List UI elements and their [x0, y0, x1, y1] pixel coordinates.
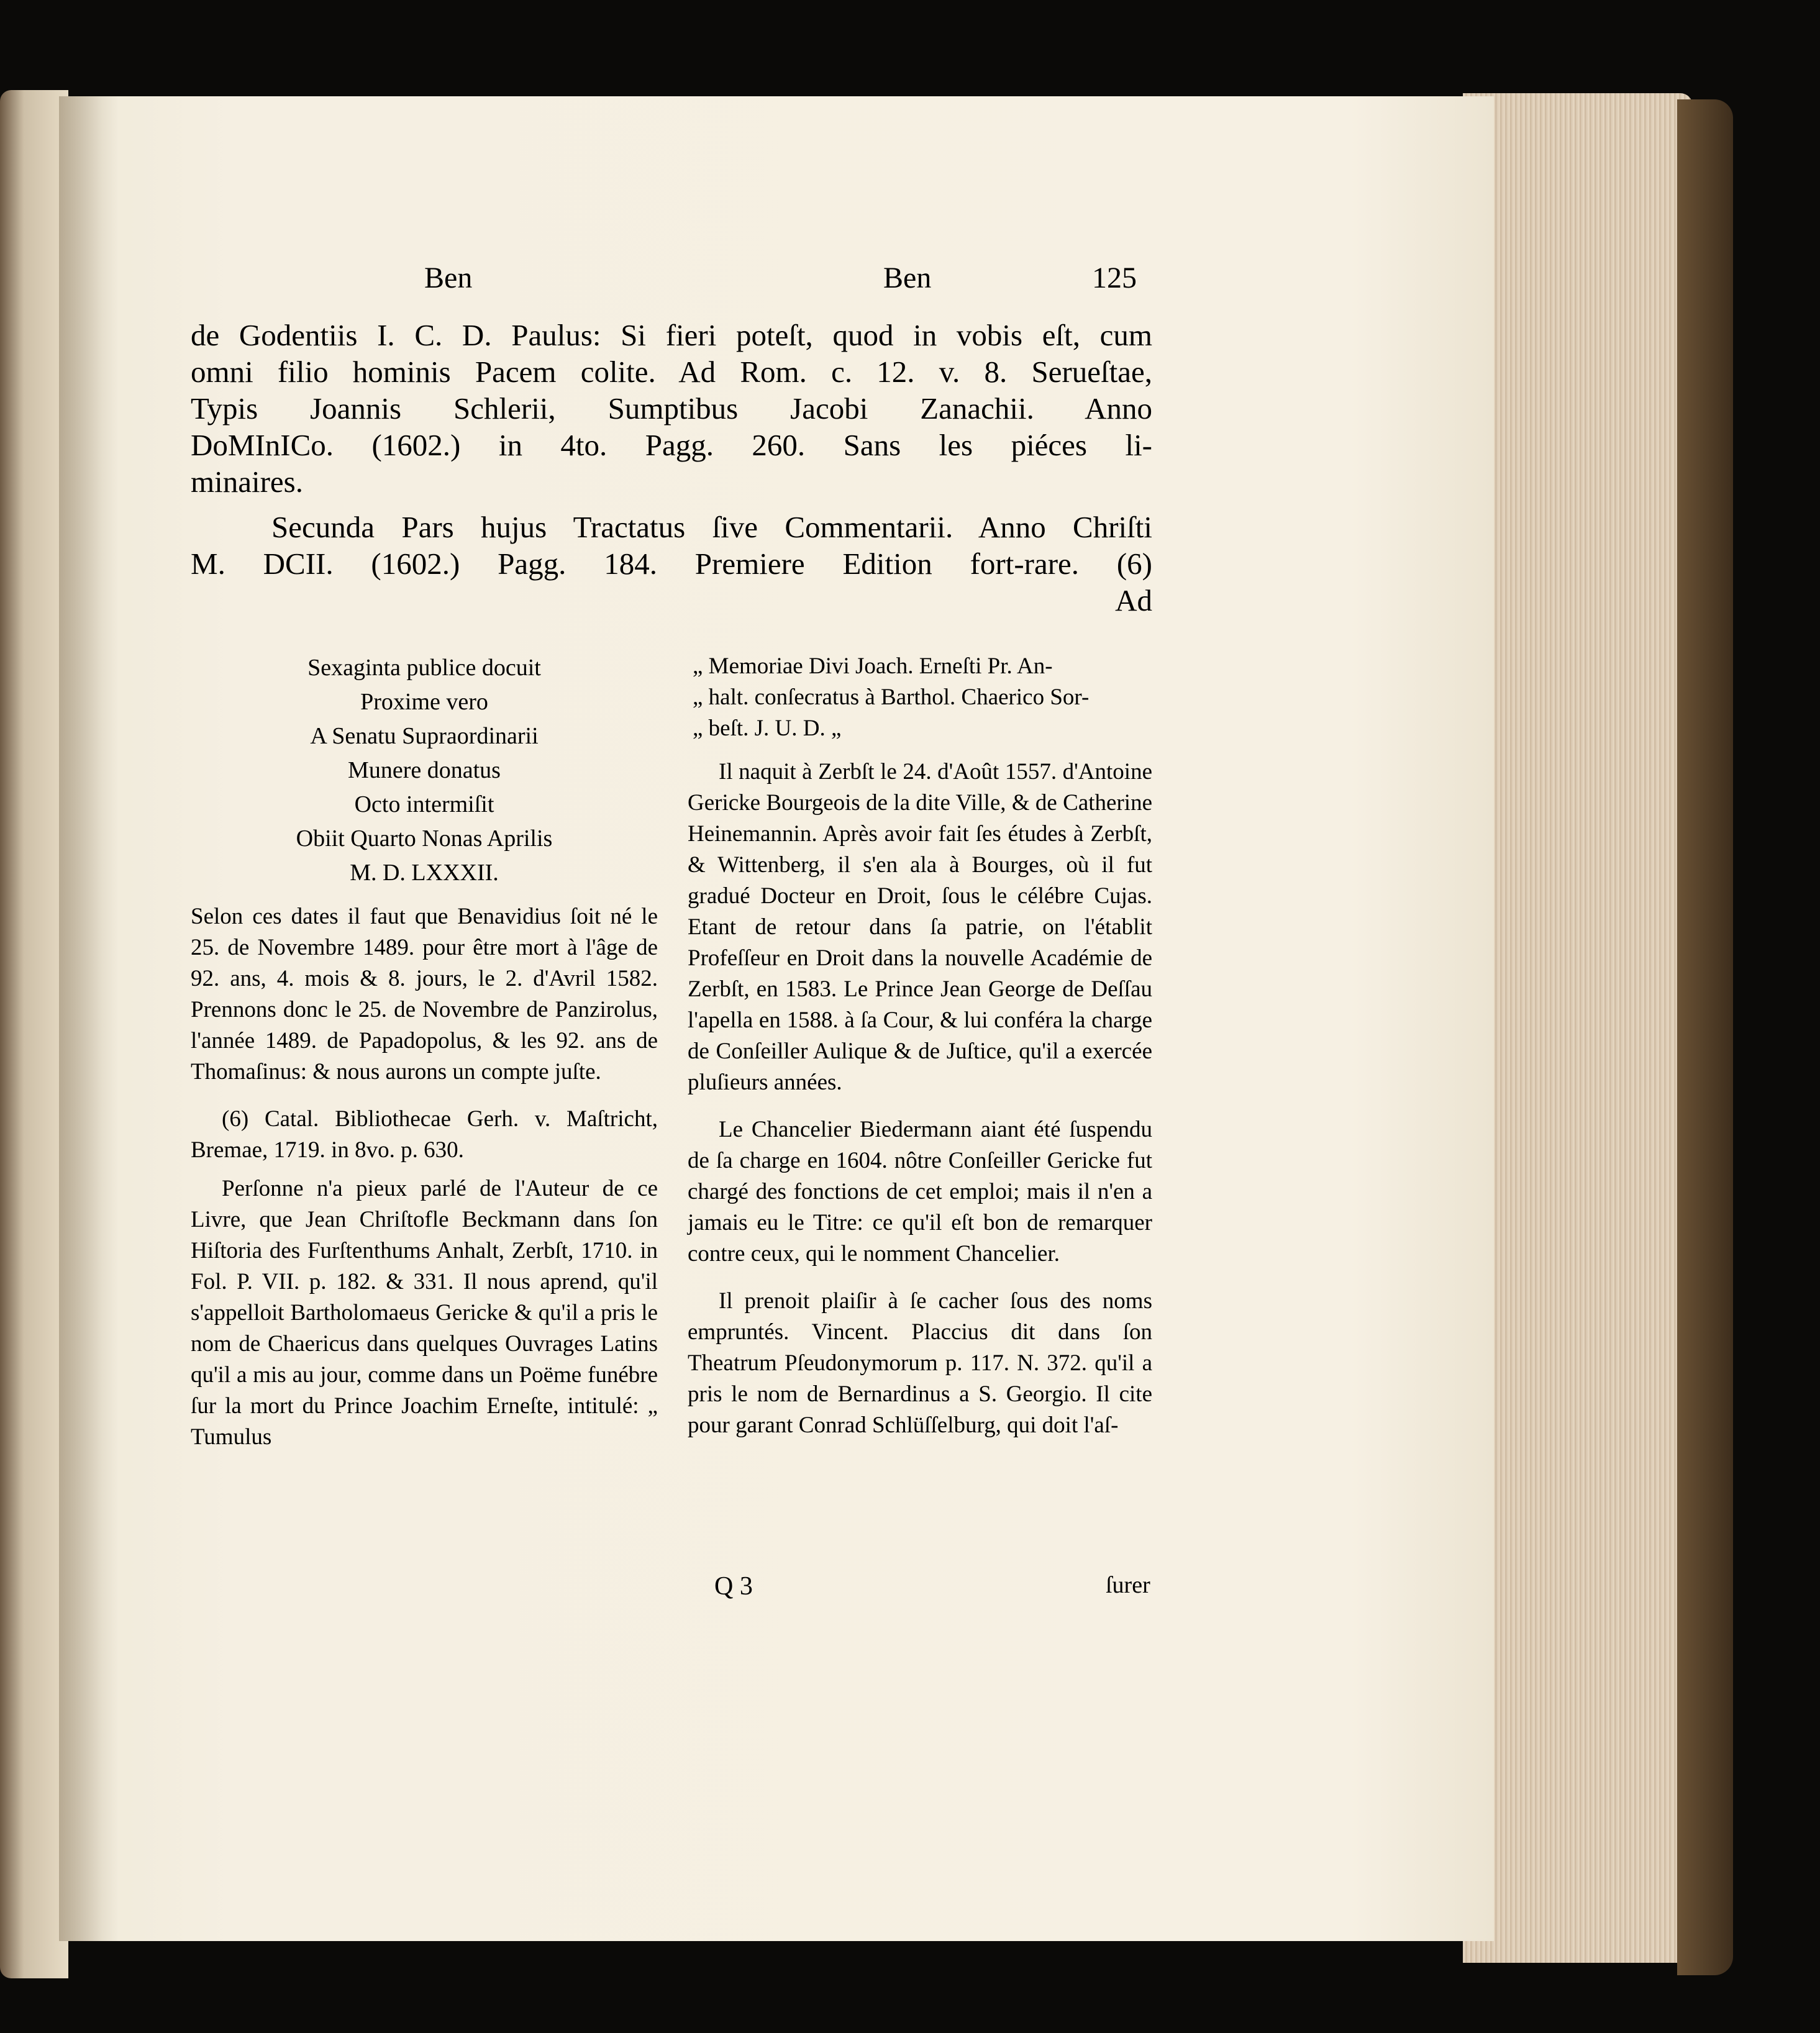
header-left: Ben [424, 262, 473, 294]
paragraph: Le Chancelier Biedermann aiant été ſuspendu de ſa charge en 1604. nôtre Conſeiller Gericke fut chargé des fonctions de cet emploi; mais il n'en a jamais eu le Titre: ce qu'il eſt bon de remarquer contre ceux, qui le nomment Chancelier. [688, 1117, 1152, 1267]
quote-block [688, 651, 1152, 744]
left-column [191, 651, 658, 1469]
top-paragraph [191, 317, 1152, 619]
epitaph-line: Obiit Quarto Nonas Aprilis [296, 825, 553, 852]
quote-line: „ beſt. J. U. D. „ [693, 716, 842, 741]
paragraph: Perſonne n'a pieux parlé de l'Auteur de ce Livre, que Jean Chriſtofle Beckmann dans ſon Hiſtoria des Furſtenthums Anhalt, Zerbſt, 1710. in Fol. P. VII. p. 182. & 331. Il nous aprend, qu'il s'appelloit Bartholomaeus Gericke & qu'il a pris le nom de Chaericus dans quelques Ouvrages Latins qu'il a mis au jour, comme dans un Poëme funébre ſur la mort du Prince Joachim Erneſte, intitulé: „ Tumulus [191, 1176, 658, 1450]
text-line: omni filio hominis Pacem colite. Ad Rom. c. 12. v. 8. Serueſtae, [191, 355, 1152, 389]
epitaph [191, 651, 658, 890]
text-line: M. DCII. (1602.) Pagg. 184. Premiere Edition fort-rare. (6) [191, 547, 1152, 581]
book-cover [1677, 99, 1733, 1975]
catchword: ſurer [1106, 1572, 1150, 1598]
header-center: Ben [883, 262, 932, 294]
epitaph-line: Sexaginta publice docuit [307, 655, 541, 681]
right-column [688, 651, 1152, 1457]
paragraph: Selon ces dates il faut que Benavidius ſoit né le 25. de Novembre 1489. pour être mort à l'âge de 92. ans, 4. mois & 8. jours, le 2. d'Avril 1582. Prennons donc le 25. de Novembre de Panzirolus, l'année 1489. de Papadopolus, & les 92. ans de Thomaſinus: & nous aurons un compte juſte. [191, 904, 658, 1085]
paragraph: Il prenoit plaiſir à ſe cacher ſous des noms empruntés. Vincent. Placcius dit dans ſon Theatrum Pſeudonymorum p. 117. N. 372. qu'il a pris le nom de Bernardinus a S. Georgio. Il cite pour garant Conrad Schlüſſelburg, qui doit l'aſ- [688, 1288, 1152, 1438]
page-number: 125 [1092, 262, 1137, 294]
footnote: (6) Catal. Bibliothecae Gerh. v. Maſtricht, Bremae, 1719. in 8vo. p. 630. [191, 1106, 658, 1163]
facing-page-edge [0, 90, 68, 1978]
text-line: Typis Joannis Schlerii, Sumptibus Jacobi Zanachii. Anno [191, 391, 1152, 425]
text-line: DoMInICo. (1602.) in 4to. Pagg. 260. Sans les piéces li- [191, 428, 1152, 462]
text-line: de Godentiis I. C. D. Paulus: Si fieri poteſt, quod in vobis eſt, cum [191, 318, 1152, 352]
running-header [183, 261, 1152, 298]
quote-line: „ halt. conſecratus à Barthol. Chaerico Sor- [693, 684, 1090, 710]
epitaph-line: Munere donatus [348, 757, 501, 783]
text-line: minaires. [191, 465, 303, 499]
epitaph-line: Octo intermiſit [354, 791, 494, 817]
text-line: Secunda Pars hujus Tractatus ſive Commentarii. Anno Chriſti [271, 510, 1152, 544]
quote-line: „ Memoriae Divi Joach. Erneſti Pr. An- [693, 653, 1053, 679]
epitaph-line: M. D. LXXXII. [350, 860, 499, 886]
epitaph-line: Proxime vero [360, 689, 488, 715]
gutter-shadow [59, 96, 118, 1941]
signature-mark: Q 3 [714, 1572, 753, 1601]
catchword-ad: Ad [1115, 583, 1152, 617]
page-block-edge [1463, 93, 1693, 1963]
paragraph: Il naquit à Zerbſt le 24. d'Août 1557. d'Antoine Gericke Bourgeois de la dite Ville, & de Catherine Heinemannin. Après avoir fait ſes études à Zerbſt, & Wittenberg, il s'en ala à Bourges, où il fut gradué Docteur en Droit, ſous le célébre Cujas. Etant de retour dans ſa patrie, on l'établit Profeſſeur en Droit dans la nouvelle Académie de Zerbſt, en 1583. Le Prince Jean George de Deſſau l'apella en 1588. à ſa Cour, & lui conféra la charge de Conſeiller Aulique & de Juſtice, qu'il a exercée pluſieurs années. [688, 759, 1152, 1095]
epitaph-line: A Senatu Supraordinarii [310, 723, 539, 749]
